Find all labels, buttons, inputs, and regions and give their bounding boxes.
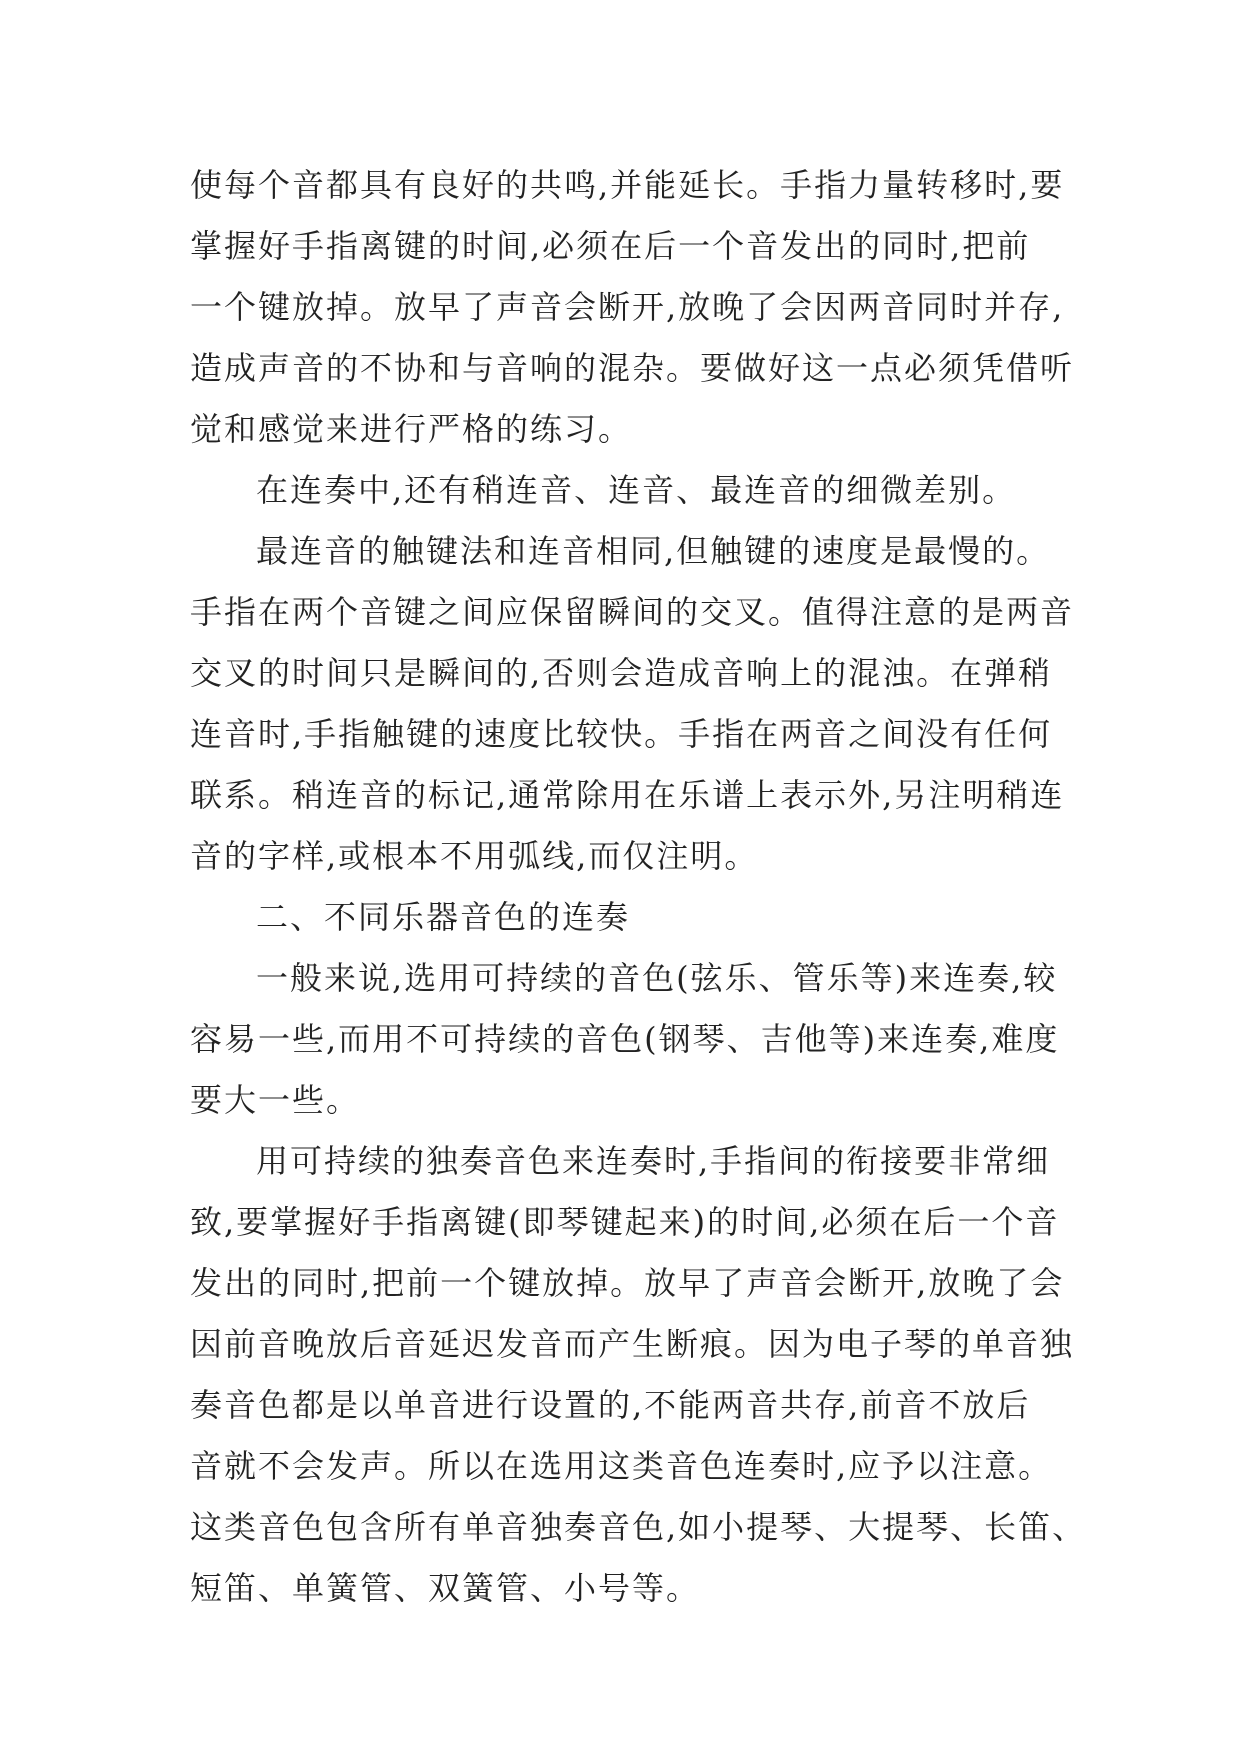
text-line: 造成声音的不协和与音响的混杂。要做好这一点必须凭借听: [190, 349, 1075, 387]
text-line: 联系。稍连音的标记,通常除用在乐谱上表示外,另注明稍连: [190, 776, 1065, 814]
text-line: 觉和感觉来进行严格的练习。: [190, 410, 633, 448]
text-line: 发出的同时,把前一个键放掉。放早了声音会断开,放晚了会: [190, 1264, 1065, 1302]
text-line: 这类音色包含所有单音独奏音色,如小提琴、大提琴、长笛、: [190, 1508, 1087, 1546]
text-line: 掌握好手指离键的时间,必须在后一个音发出的同时,把前: [190, 227, 1031, 265]
text-line: 容易一些,而用不可持续的音色(钢琴、吉他等)来连奏,难度: [190, 1020, 1060, 1058]
text-line: 音就不会发声。所以在选用这类音色连奏时,应予以注意。: [190, 1447, 1053, 1485]
text-line: 一个键放掉。放早了声音会断开,放晚了会因两音同时并存,: [190, 288, 1065, 326]
text-line: 交叉的时间只是瞬间的,否则会造成音响上的混浊。在弹稍: [190, 654, 1053, 692]
paragraph-first-line: 在连奏中,还有稍连音、连音、最连音的细微差别。: [256, 471, 1017, 509]
text-line: 因前音晚放后音延迟发音而产生断痕。因为电子琴的单音独: [190, 1325, 1075, 1363]
text-line: 使每个音都具有良好的共鸣,并能延长。手指力量转移时,要: [190, 166, 1065, 204]
paragraph-first-line: 一般来说,选用可持续的音色(弦乐、管乐等)来连奏,较: [256, 959, 1058, 997]
text-line: 音的字样,或根本不用弧线,而仅注明。: [190, 837, 759, 875]
text-line: 致,要掌握好手指离键(即琴键起来)的时间,必须在后一个音: [190, 1203, 1060, 1241]
text-line: 连音时,手指触键的速度比较快。手指在两音之间没有任何: [190, 715, 1053, 753]
text-line: 短笛、单簧管、双簧管、小号等。: [190, 1569, 701, 1607]
paragraph-first-line: 最连音的触键法和连音相同,但触键的速度是最慢的。: [256, 532, 1051, 570]
section-heading: 二、不同乐器音色的连奏: [256, 898, 631, 936]
document-body: [190, 155, 1087, 1619]
text-line: 手指在两个音键之间应保留瞬间的交叉。值得注意的是两音: [190, 593, 1075, 631]
text-line: 要大一些。: [190, 1081, 361, 1119]
text-line: 奏音色都是以单音进行设置的,不能两音共存,前音不放后: [190, 1386, 1031, 1424]
paragraph-first-line: 用可持续的独奏音色来连奏时,手指间的衔接要非常细: [256, 1142, 1051, 1180]
